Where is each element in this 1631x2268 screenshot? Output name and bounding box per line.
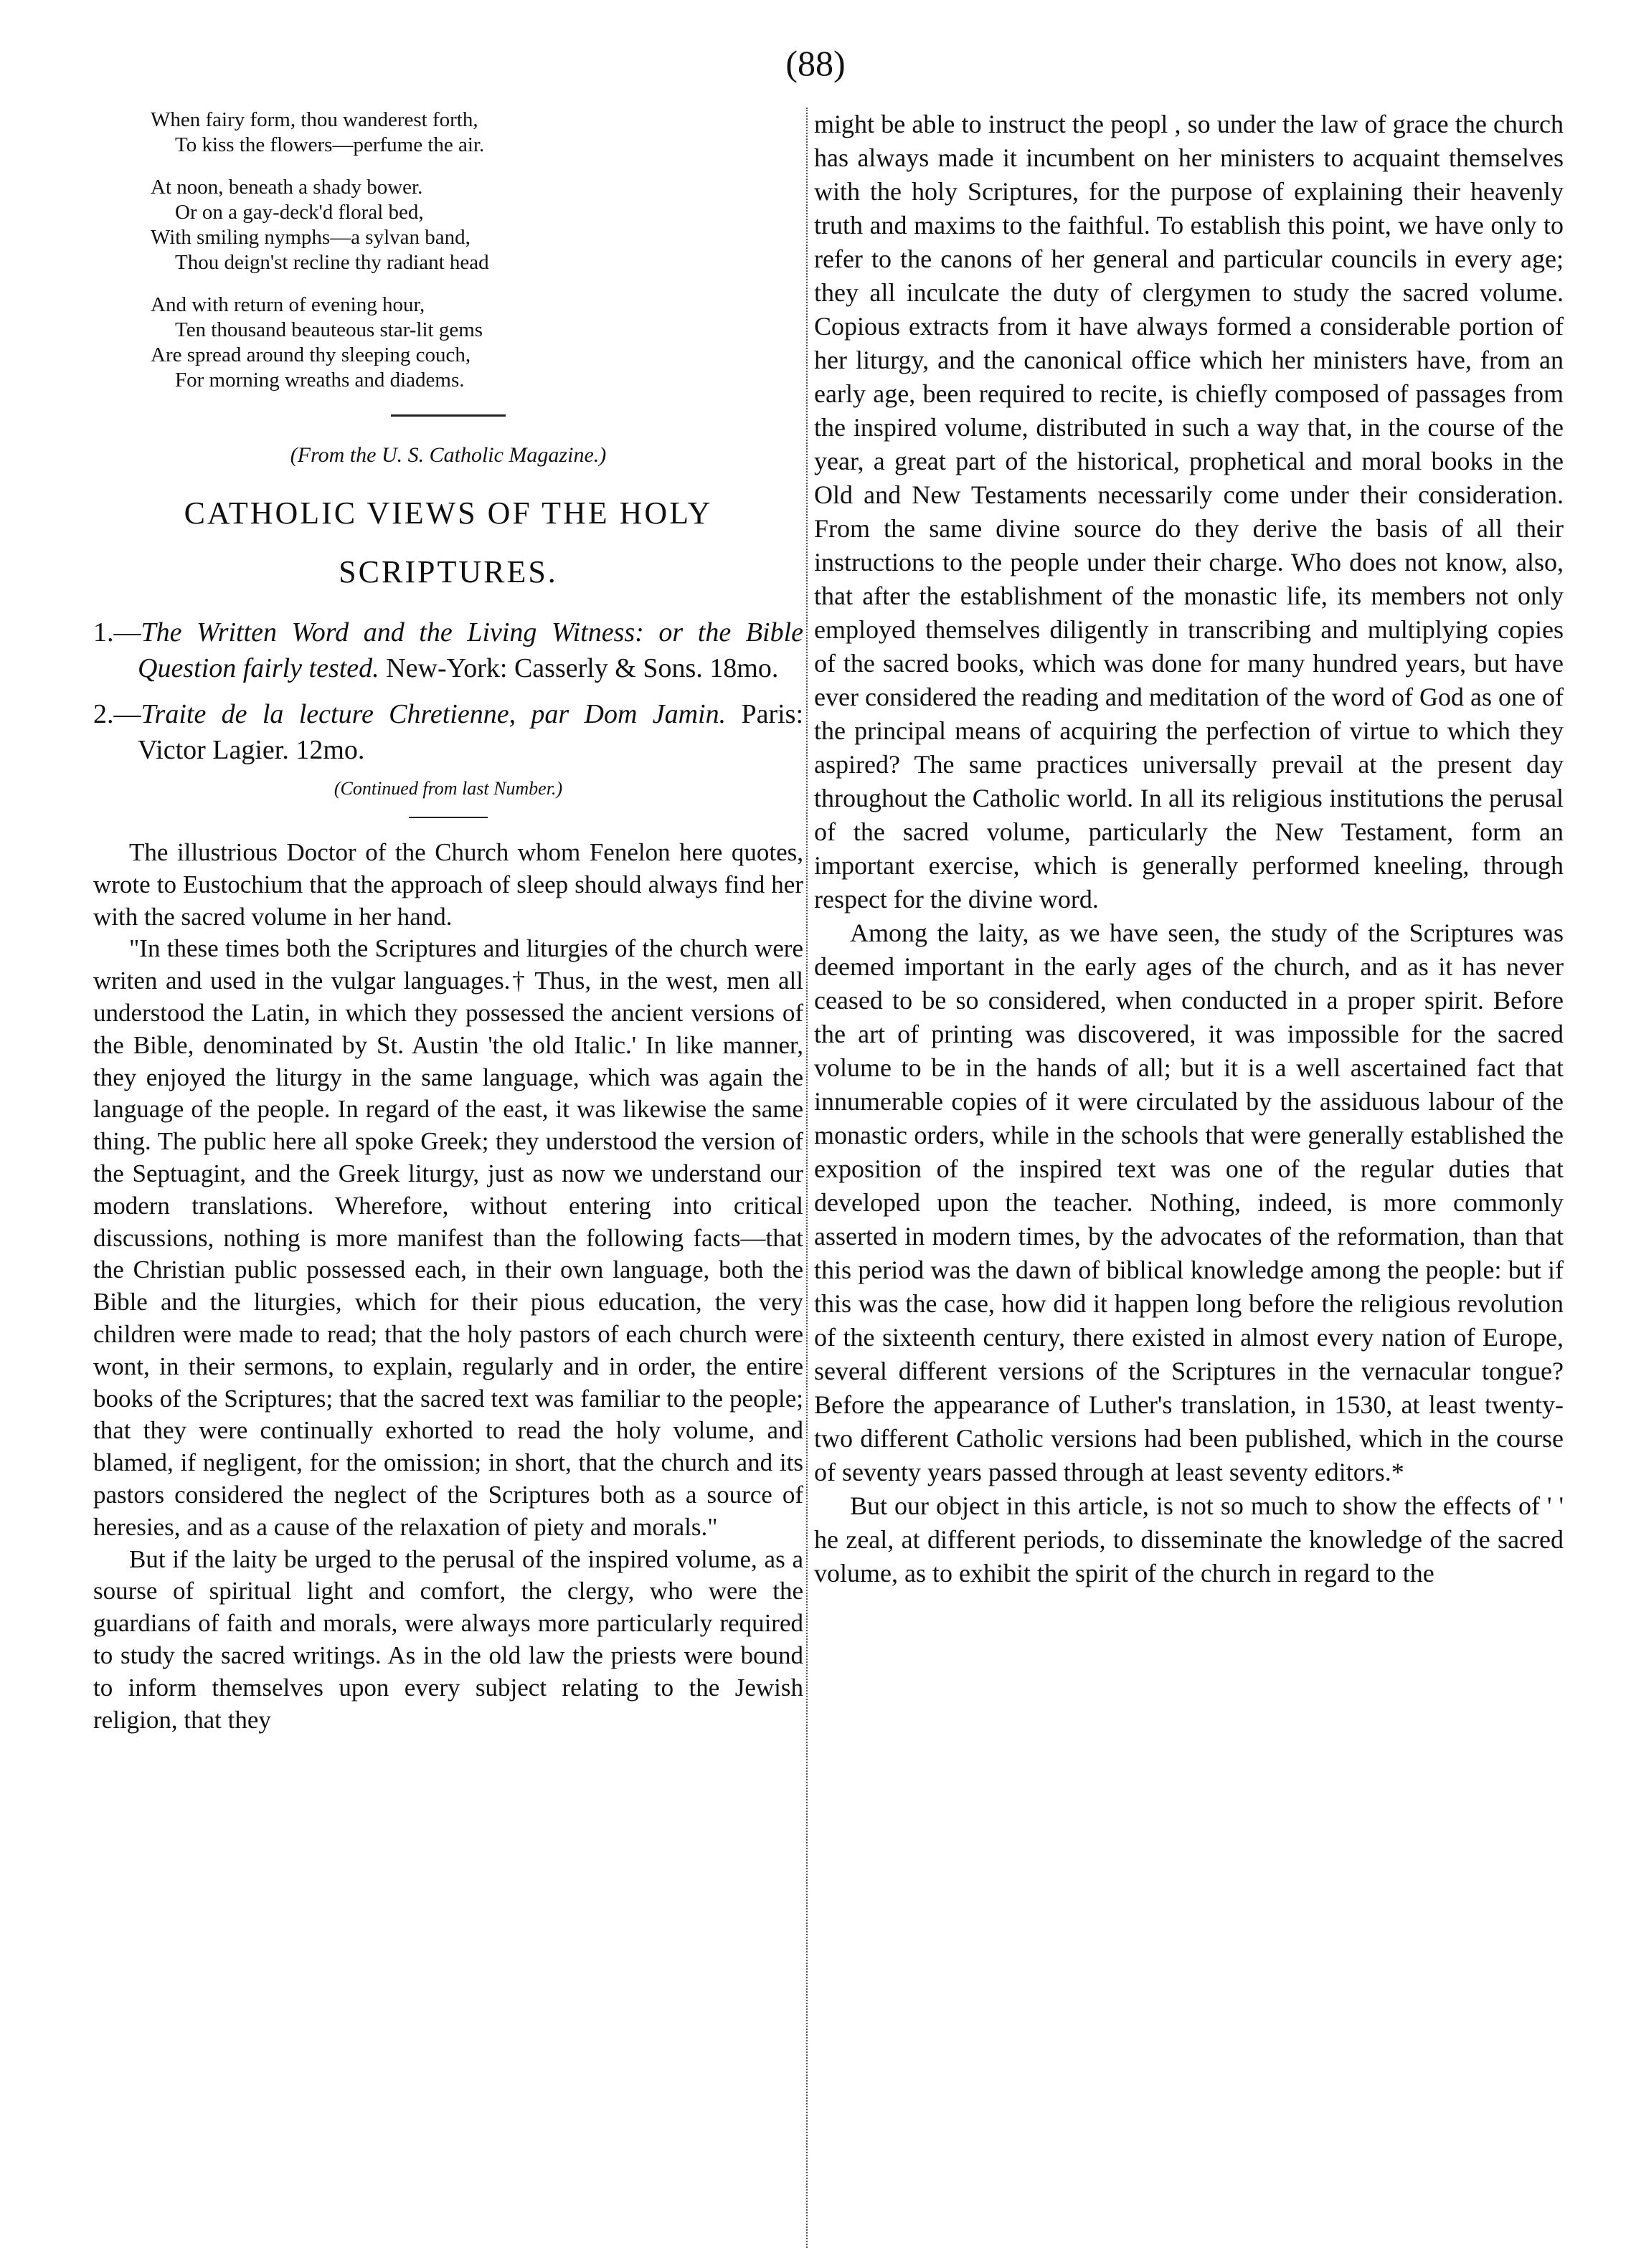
poem-line: Are spread around thy sleeping couch, (151, 343, 471, 366)
article-title-line: CATHOLIC VIEWS OF THE HOLY (184, 495, 713, 531)
column-divider (806, 108, 808, 2248)
body-paragraph: Among the laity, as we have seen, the study of the Scriptures was deemed important in the early ages of the church, and as it has never ceased to be so considered, when conducted in a proper spirit. Before the art of printing was discovered, it was impossible for the sacred volume to be in the hands of all; but it is a well ascertained fact that innumerable copies of it were circulated by the assiduous labour of the monastic orders, while in the schools that were generally established the exposition of the inspired text was one of the regular duties that developed upon the teacher. Nothing, indeed, is more commonly asserted in modern times, by the advocates of the reformation, than that this period was the dawn of biblical knowledge among the people: but if this was the case, how did it happen long before the religious revolution of the sixteenth century, there existed in almost every nation of Europe, several different versions of the Scriptures in the vernacular tongue? Before the appearance of Luther's translation, in 1530, at least twenty-two different Catholic versions had been published, which in the course of seventy years passed through at least seventy editors.* (814, 919, 1564, 1486)
reference-number: 2.— (93, 699, 141, 729)
poem-line: With smiling nymphs—a sylvan band, (151, 226, 471, 249)
body-paragraph: But our object in this article, is not so much to show the effects of ' ' he zeal, at different periods, to disseminate the knowledge of the sacred volume, as to exhibit the spirit of the church in regard to the (814, 1491, 1564, 1588)
right-column (814, 108, 1564, 1590)
poem-line: When fairy form, thou wanderest forth, (151, 108, 478, 131)
page-number: (88) (785, 43, 846, 83)
section-rule (391, 414, 506, 417)
poem-line: To kiss the flowers—perfume the air. (175, 133, 485, 156)
article-title (93, 484, 803, 602)
body-paragraph: might be able to instruct the peopl , so under the law of grace the church has always made it incumbent on her ministers to acquaint themselves with the holy Scriptures, for the purpose of explaining their heavenly truth and maxims to the faithful. To establish this point, we have only to refer to the canons of her general and particular councils in every age; they all inculcate the duty of clergymen to study the sacred volume. Copious extracts from it have always formed a considerable portion of her liturgy, and the canonical office which her ministers have, from an early age, been required to recite, is chiefly composed of passages from the inspired volume, distributed in such a way that, in the course of the year, a great part of the historical, prophetical and moral books in the Old and New Testaments necessarily come under their consideration. From the same divine source do they derive the basis of all their instructions to the people under their charge. Who does not know, also, that after the establishment of the monastic life, its members not only employed themselves diligently in transcribing and multiplying copies of the sacred books, which was done for many hundred years, but have ever considered the reading and meditation of the word of God as one of the principal means of acquiring the perfection of virtue to which they aspired? The same practices universally prevail at the present day throughout the Catholic world. In all its religious institutions the perusal of the sacred volume, particularly the New Testament, form an important exercise, which is generally performed kneeling, through respect for the divine word. (814, 110, 1564, 914)
article-title-line: SCRIPTURES. (339, 554, 558, 589)
reference-title: The Written Word and the Living Witness: or the Bible Question fairly tested. (138, 617, 803, 683)
poem-line: Or on a gay-deck'd floral bed, (175, 201, 424, 224)
source-attribution: (From the U. S. Catholic Magazine.) (290, 443, 607, 467)
poem-stanza (151, 108, 803, 158)
reference-imprint: New-York: Casserly & Sons. 18mo. (379, 653, 779, 683)
section-rule (409, 817, 488, 818)
poem (93, 108, 803, 393)
poem-stanza (151, 175, 803, 275)
poem-line: And with return of evening hour, (151, 293, 425, 316)
poem-line: Ten thousand beauteous star-lit gems (175, 318, 483, 341)
body-paragraph: "In these times both the Scriptures and liturgies of the church were writen and used in the vulgar languages.† Thus, in the west, men all understood the Latin, in which they possessed the ancient versions of the Bible, denominated by St. Austin 'the old Italic.' In like manner, they enjoyed the liturgy in the same language, which was again the language of the people. In regard of the east, it was likewise the same thing. The public here all spoke Greek; they understood the version of the Septuagint, and the Greek liturgy, just as now we understand our modern translations. Wherefore, without entering into critical discussions, nothing is more manifest than the following facts—that the Christian public possessed each, in their own language, both the Bible and the liturgies, which for their pious education, the very children were made to read; that the holy pastors of each church were wont, in their sermons, to explain, regularly and in order, the entire books of the Scriptures; that the sacred text was familiar to the people; that they were continually exhorted to read the holy volume, and blamed, if negligent, for the omission; in short, that the church and its pastors considered the neglect of the Scriptures both as a source of heresies, and as a cause of the relaxation of piety and morals." (93, 934, 803, 1541)
reference-entry (93, 696, 803, 768)
poem-line: Thou deign'st recline thy radiant head (175, 251, 489, 274)
poem-stanza (151, 293, 803, 393)
left-column (93, 108, 803, 1736)
body-paragraph: But if the laity be urged to the perusal of the inspired volume, as a sourse of spiritual light and comfort, the clergy, who were the guardians of faith and morals, were always more particularly required to study the sacred writings. As in the old law the priests were bound to inform themselves upon every subject relating to the Jewish religion, that they (93, 1545, 803, 1734)
reference-imprint: Paris: Victor Lagier. 12mo. (138, 699, 803, 765)
body-paragraph: The illustrious Doctor of the Church whom Fenelon here quotes, wrote to Eustochium that the approach of sleep should always find her with the sacred volume in her hand. (93, 838, 803, 931)
continued-note: (Continued from last Number.) (334, 778, 563, 799)
reference-number: 1.— (93, 617, 141, 647)
poem-line: For morning wreaths and diadems. (175, 369, 465, 392)
reference-entry (93, 615, 803, 686)
poem-line: At noon, beneath a shady bower. (151, 176, 423, 199)
reference-title: Traite de la lecture Chretienne, par Dom Jamin. (141, 699, 727, 729)
